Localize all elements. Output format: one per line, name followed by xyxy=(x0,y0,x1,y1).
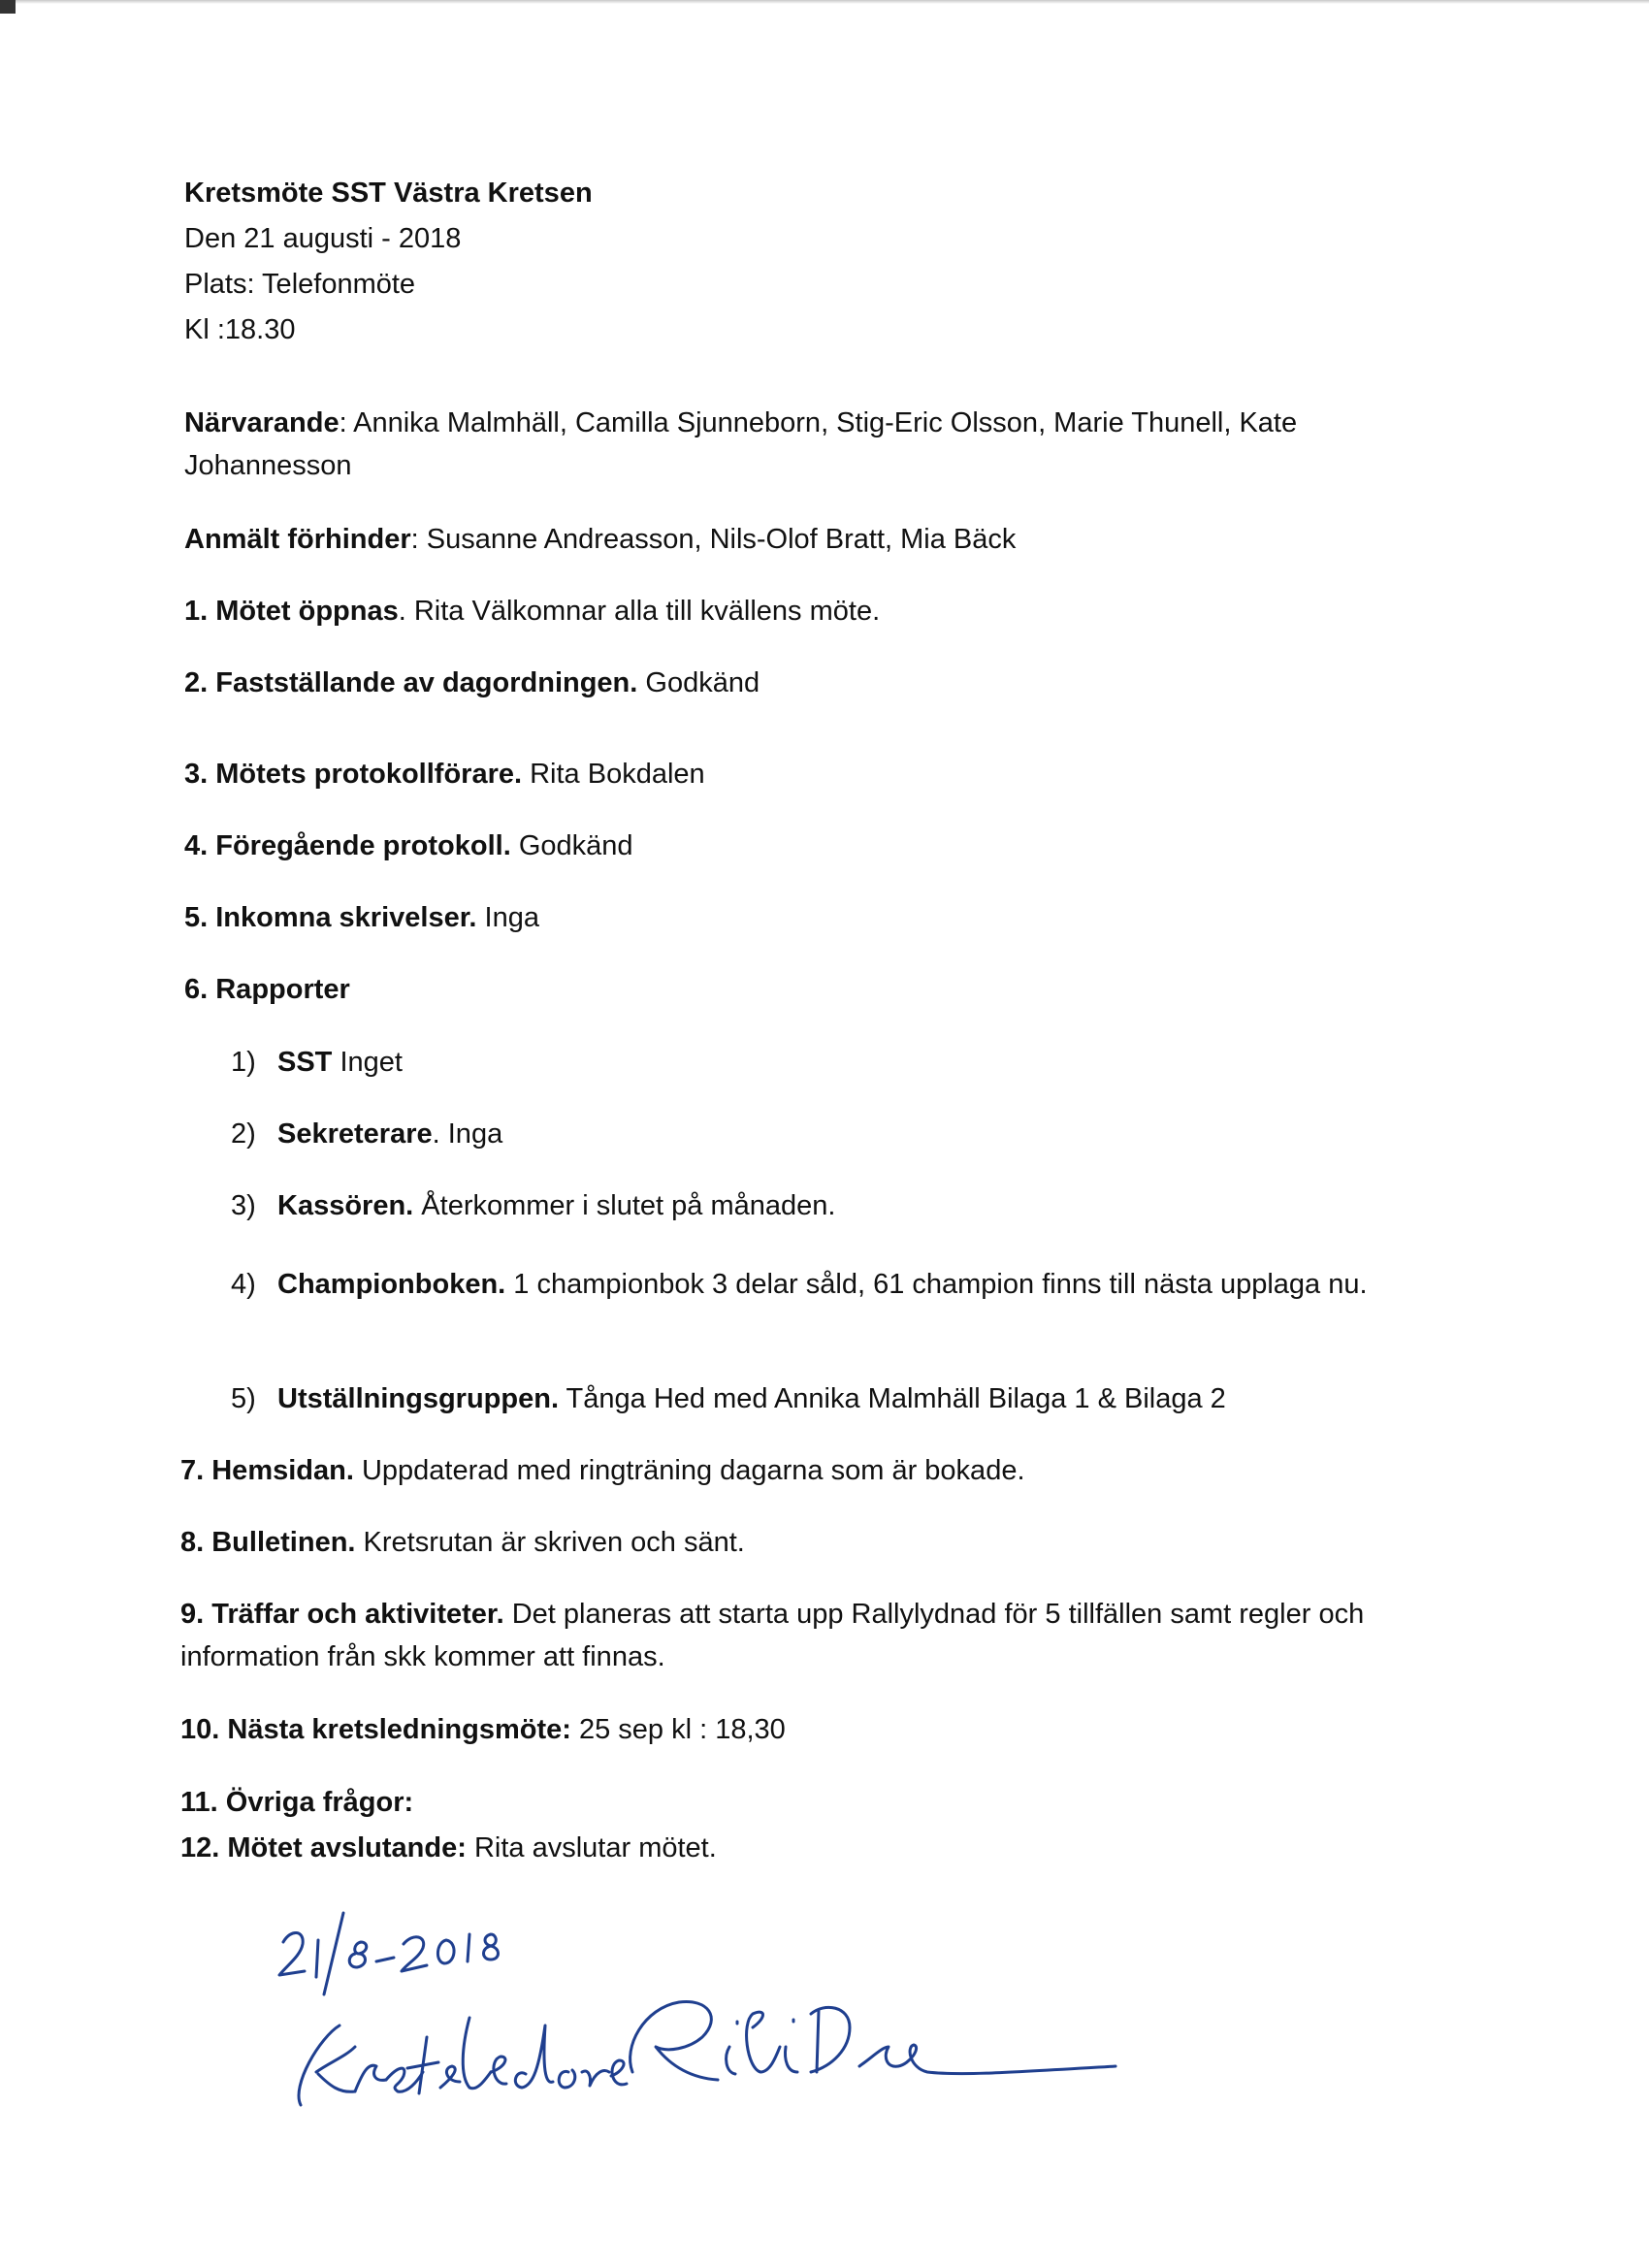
handwritten-signature xyxy=(262,1901,1174,2144)
agenda-item-10: 10. Nästa kretsledningsmöte: 25 sep kl : 18,30 xyxy=(180,1714,786,1745)
report-item-4: 4) Championboken. 1 championbok 3 delar såld, 61 champion finns till nästa upplaga nu. xyxy=(231,1269,1368,1300)
agenda-item-5: 5. Inkomna skrivelser. Inga xyxy=(184,902,539,933)
agenda-item-1: 1. Mötet öppnas. Rita Välkomnar alla till kvällens möte. xyxy=(184,596,881,627)
report-item-1: 1) SST Inget xyxy=(231,1047,403,1078)
meeting-time: Kl :18.30 xyxy=(184,314,296,345)
report-item-2: 2) Sekreterare. Inga xyxy=(231,1118,503,1150)
report-item-5: 5) Utställningsgruppen. Tånga Hed med Annika Malmhäll Bilaga 1 & Bilaga 2 xyxy=(231,1383,1226,1414)
agenda-item-8: 8. Bulletinen. Kretsrutan är skriven och sänt. xyxy=(180,1527,745,1558)
agenda-item-6: 6. Rapporter xyxy=(184,974,350,1005)
agenda-item-9: 9. Träffar och aktiviteter. Det planeras att starta upp Rallylydnad för 5 tillfällen samt regler och information från skk kommer att finnas. xyxy=(180,1599,1365,1672)
meeting-place: Plats: Telefonmöte xyxy=(184,269,416,300)
agenda-item-11: 11. Övriga frågor: xyxy=(180,1787,414,1818)
document-title: Kretsmöte SST Västra Kretsen xyxy=(184,178,593,209)
agenda-item-12: 12. Mötet avslutande: Rita avslutar mötet. xyxy=(180,1832,717,1863)
agenda-item-7: 7. Hemsidan. Uppdaterad med ringträning dagarna som är bokade. xyxy=(180,1455,1025,1486)
agenda-item-3: 3. Mötets protokollförare. Rita Bokdalen xyxy=(184,759,705,790)
present-list: Närvarande: Annika Malmhäll, Camilla Sjunneborn, Stig-Eric Olsson, Marie Thunell, Kate Johannesson xyxy=(184,407,1298,481)
report-item-3: 3) Kassören. Återkommer i slutet på månaden. xyxy=(231,1190,836,1221)
meeting-date: Den 21 augusti - 2018 xyxy=(184,223,462,254)
agenda-item-4: 4. Föregående protokoll. Godkänd xyxy=(184,830,633,861)
agenda-item-2: 2. Fastställande av dagordningen. Godkänd xyxy=(184,667,760,698)
absent-list: Anmält förhinder: Susanne Andreasson, Nils-Olof Bratt, Mia Bäck xyxy=(184,524,1017,555)
